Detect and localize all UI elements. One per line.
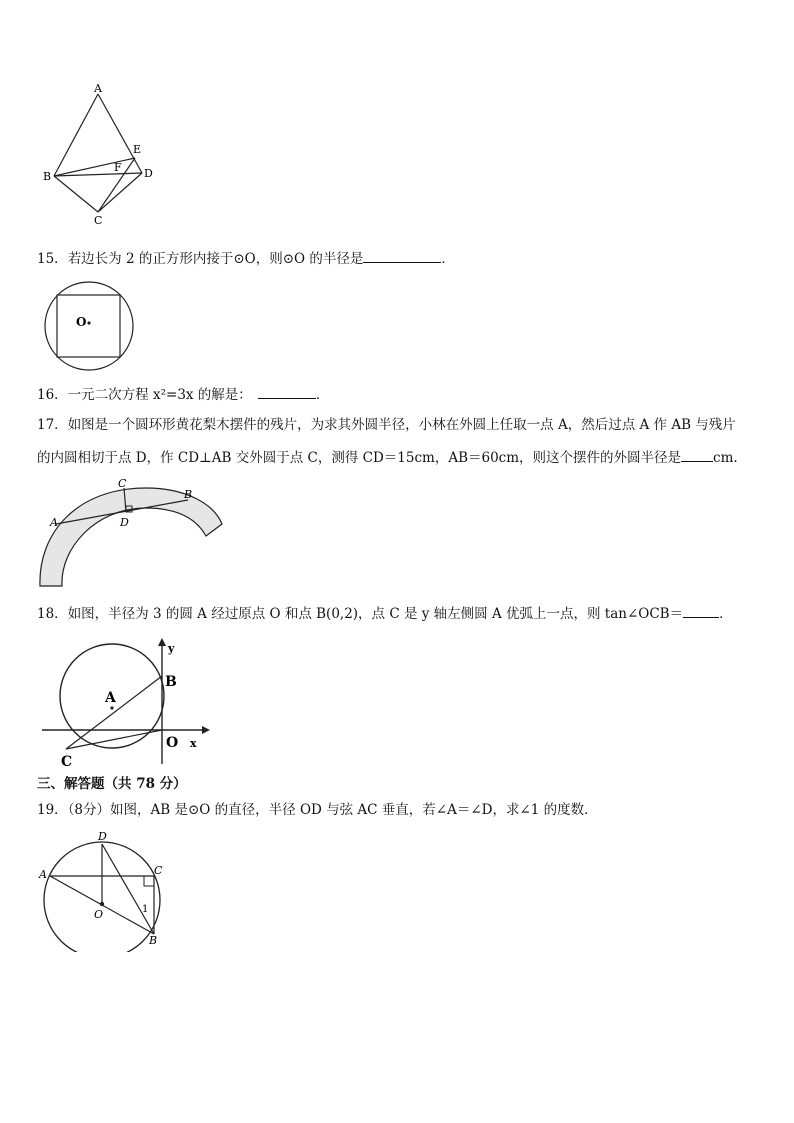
question-number: 16． (37, 387, 68, 403)
circle-diameter-figure (36, 828, 172, 952)
label-A: A (105, 690, 116, 706)
question-end: ． (719, 606, 733, 622)
label-A: A (94, 82, 102, 95)
label-x: x (190, 737, 197, 750)
label-C: C (61, 754, 73, 770)
label-C: C (118, 477, 127, 490)
kite-figure (40, 82, 160, 227)
label-D: D (98, 830, 107, 843)
question-number: 17． (37, 417, 68, 433)
question-text-line1: 如图是一个圆环形黄花梨木摆件的残片，为求其外圆半径，小林在外圆上任取一点 A，然后过点 A 作 AB 与残片 (67, 417, 736, 433)
question-17-cont (37, 447, 738, 468)
label-D: D (144, 167, 153, 180)
label-D: D (120, 516, 129, 529)
question-end: ． (441, 251, 455, 267)
label-E: E (133, 143, 142, 156)
label-B: B (165, 674, 177, 690)
question-text: 若边长为 2 的正方形内接于⊙O，则⊙O 的半径是 (67, 251, 364, 267)
question-19 (37, 800, 598, 820)
answer-blank[interactable] (683, 603, 719, 618)
question-text: 一元二次方程 x²=3x 的解是： (67, 387, 252, 403)
label-B: B (149, 934, 158, 947)
label-B: B (43, 170, 52, 183)
answer-blank[interactable] (681, 447, 713, 462)
label-O: O (94, 908, 104, 921)
label-O: O (166, 735, 179, 751)
question-end: ． (315, 387, 330, 403)
coordinate-circle-figure (40, 636, 210, 770)
question-16 (37, 384, 329, 405)
label-y: y (168, 642, 175, 655)
question-number: 19． (37, 802, 68, 818)
answer-blank[interactable] (363, 248, 441, 263)
question-17 (37, 415, 736, 435)
question-text-line2: 的内圆相切于点 D，作 CD⊥AB 交外圆于点 C，测得 CD＝15cm，AB＝60cm，则这个摆件的外圆半径是 (37, 450, 682, 466)
label-C: C (154, 864, 163, 877)
question-text: 如图，半径为 3 的圆 A 经过原点 O 和点 B(0,2)，点 C 是 y 轴左侧圆 A 优弧上一点，则 tan∠OCB＝ (67, 606, 684, 622)
question-number: 18． (37, 606, 68, 622)
section-heading: 三、解答题（共 78 分） (37, 776, 187, 792)
label-angle-1: 1 (142, 904, 149, 915)
label-C: C (94, 214, 103, 227)
label-O: O (76, 315, 87, 329)
question-18 (37, 603, 733, 624)
square-in-circle-figure (42, 280, 136, 374)
question-text: （8分）如图，AB 是⊙O 的直径，半径 OD 与弦 AC 垂直，若∠A＝∠D，求∠1 的度数． (67, 802, 598, 818)
question-number: 15． (37, 251, 68, 267)
ring-fragment-figure (36, 474, 228, 588)
label-A: A (39, 868, 47, 881)
label-F: F (114, 161, 122, 174)
answer-blank[interactable] (258, 384, 316, 399)
question-unit: cm. (713, 450, 738, 466)
label-A: A (50, 516, 58, 529)
label-B: B (184, 488, 193, 501)
question-15 (37, 248, 455, 269)
